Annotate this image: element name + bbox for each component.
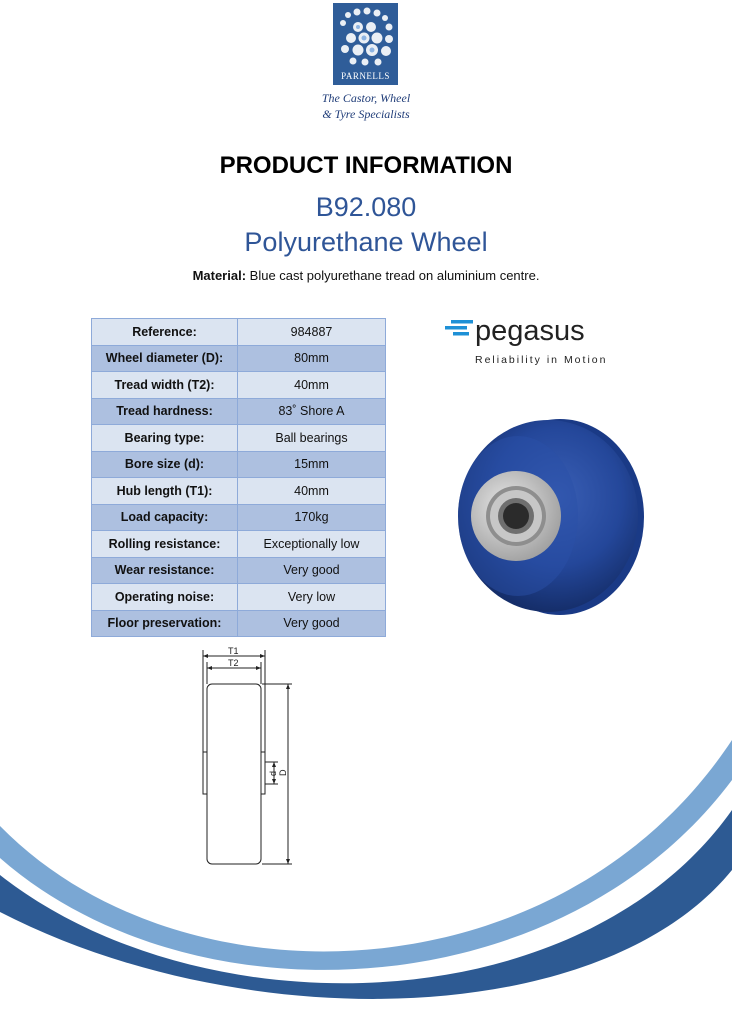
brand-tagline bbox=[300, 90, 432, 122]
spec-row bbox=[92, 451, 386, 478]
tagline-line2: & Tyre Specialists bbox=[322, 107, 410, 121]
bore-label: d bbox=[268, 770, 278, 776]
spec-label: Load capacity: bbox=[92, 504, 238, 531]
spec-value: Exceptionally low bbox=[238, 531, 386, 558]
spec-row bbox=[92, 425, 386, 452]
spec-label: Hub length (T1): bbox=[92, 478, 238, 505]
spec-row bbox=[92, 398, 386, 425]
spec-row bbox=[92, 584, 386, 611]
spec-label: Bearing type: bbox=[92, 425, 238, 452]
wheel-photo bbox=[450, 412, 650, 622]
spec-value: 40mm bbox=[238, 478, 386, 505]
spec-label: Wear resistance: bbox=[92, 557, 238, 584]
material-label: Material: bbox=[192, 268, 247, 283]
spec-row bbox=[92, 319, 386, 346]
logo-name: PARNELLS bbox=[341, 71, 390, 81]
spec-table bbox=[91, 318, 386, 637]
spec-label: Bore size (d): bbox=[92, 451, 238, 478]
spec-value: Very low bbox=[238, 584, 386, 611]
t2-label: T2 bbox=[228, 658, 239, 668]
spec-row bbox=[92, 504, 386, 531]
spec-value: 15mm bbox=[238, 451, 386, 478]
spec-row bbox=[92, 610, 386, 637]
t1-label: T1 bbox=[228, 646, 239, 656]
spec-value: 984887 bbox=[238, 319, 386, 346]
pegasus-slogan: Reliability in Motion bbox=[475, 354, 608, 366]
spec-label: Wheel diameter (D): bbox=[92, 345, 238, 372]
spec-value: 170kg bbox=[238, 504, 386, 531]
spec-value: Very good bbox=[238, 610, 386, 637]
spec-label: Tread hardness: bbox=[92, 398, 238, 425]
spec-label: Reference: bbox=[92, 319, 238, 346]
logo-circles-graphic bbox=[333, 3, 398, 73]
spec-value: 83˚ Shore A bbox=[238, 398, 386, 425]
spec-value: 80mm bbox=[238, 345, 386, 372]
spec-label: Rolling resistance: bbox=[92, 531, 238, 558]
spec-value: 40mm bbox=[238, 372, 386, 399]
product-name: Polyurethane Wheel bbox=[244, 227, 488, 257]
pegasus-wordmark: pegasus bbox=[475, 315, 585, 347]
spec-value: Ball bearings bbox=[238, 425, 386, 452]
spec-label: Operating noise: bbox=[92, 584, 238, 611]
tagline-line1: The Castor, Wheel bbox=[321, 91, 411, 105]
page-title: PRODUCT INFORMATION bbox=[219, 152, 513, 179]
spec-value: Very good bbox=[238, 557, 386, 584]
pegasus-logo-icon bbox=[445, 312, 625, 372]
spec-row bbox=[92, 557, 386, 584]
product-code: B92.080 bbox=[315, 192, 417, 222]
material-line bbox=[0, 268, 732, 283]
spec-row bbox=[92, 372, 386, 399]
spec-row bbox=[92, 478, 386, 505]
decorative-swoosh bbox=[0, 740, 732, 1024]
spec-row bbox=[92, 345, 386, 372]
parnells-logo-icon bbox=[333, 3, 398, 85]
spec-row bbox=[92, 531, 386, 558]
spec-label: Floor preservation: bbox=[92, 610, 238, 637]
material-value: Blue cast polyurethane tread on aluminium centre. bbox=[249, 268, 540, 283]
diameter-label: D bbox=[278, 769, 288, 776]
spec-label: Tread width (T2): bbox=[92, 372, 238, 399]
